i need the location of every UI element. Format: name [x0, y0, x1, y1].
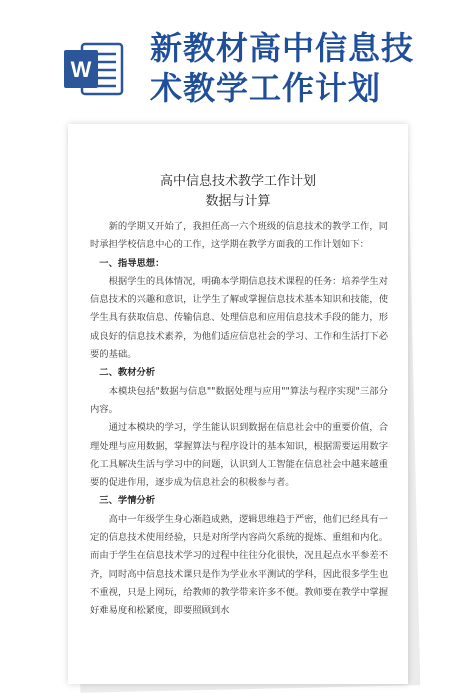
section1-heading: 一、指导思想： — [99, 257, 165, 269]
document-body — [90, 218, 388, 621]
word-icon — [62, 38, 124, 100]
document-page — [68, 124, 408, 684]
document-subtitle: 数据与计算 — [205, 194, 271, 209]
section2-paragraph-2: 通过本模块的学习，学生能认识到数据在信息社会中的重要价值，合理处理与应用数据，掌握算法与程序设计的基本知识，根据需要运用数字化工具解决生活与学习中的问题，认识到人工智能在信息社会中越来越重要的促进作用，逐步成为信息社会的积极参与者。 — [90, 422, 388, 489]
intro-paragraph: 新的学期又开始了，我担任高一六个班级的信息技术的教学工作，同时承担学校信息中心的工作，这学期在教学方面我的工作计划如下： — [90, 221, 388, 251]
banner-title — [150, 28, 470, 108]
banner — [0, 0, 474, 120]
section3-heading: 三、学情分析 — [99, 495, 156, 507]
word-logo-letter: W — [70, 57, 92, 82]
document-title: 高中信息技术教学工作计划 — [159, 174, 316, 189]
banner-title-line2: 术教学工作计划 — [150, 69, 382, 107]
section3-paragraph: 高中一年级学生身心渐趋成熟，逻辑思维趋于严密，他们已经具有一定的信息技术使用经验，只是对所学内容尚欠系统的提炼、重组和内化。而由于学生在信息技术学习的过程中往往分化很快，况且起点水平参差不齐，同时高中信息技术课只是作为学业水平测试的学科，因此很多学生也不重视，只是上网玩，给教师的教学带来许多不便。教师要在教学中掌握好难易度和松紧度，即要照顾到水 — [90, 513, 388, 617]
section1-paragraph: 根据学生的具体情况，明确本学期信息技术课程的任务：培养学生对信息技术的兴趣和意识，让学生了解或掌握信息技术基本知识和技能，使学生具有获取信息、传输信息、处理信息和应用信息技术手段的能力，形成良好的信息技术素养，为他们适应信息社会的学习、工作和生活打下必要的基础。 — [90, 275, 388, 361]
banner-title-line1: 新教材高中信息技 — [150, 29, 415, 67]
section2-heading: 二、教材分析 — [99, 367, 156, 379]
section2-paragraph-1: 本模块包括"数据与信息""数据处理与应用""算法与程序实现"三部分内容。 — [90, 385, 388, 415]
